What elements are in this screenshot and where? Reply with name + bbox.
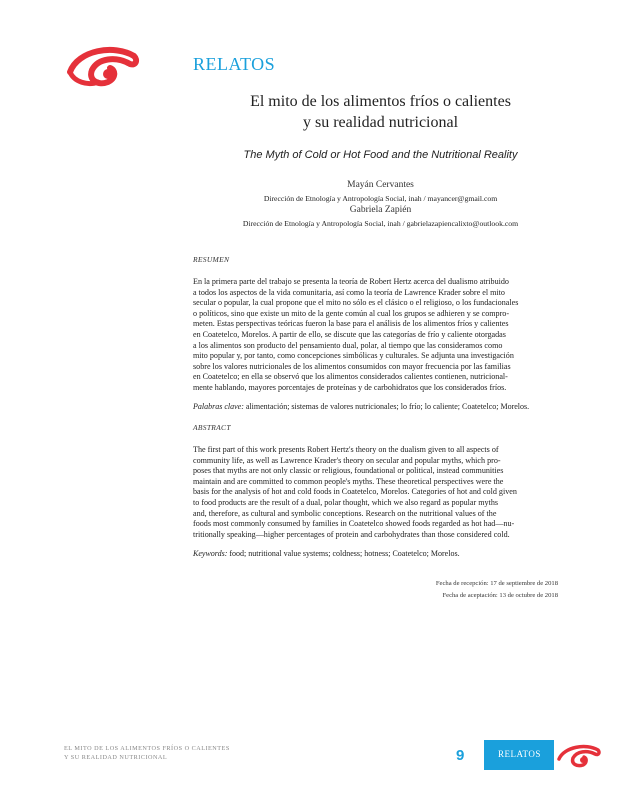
text-line: sobre los valores nutricionales de los alimentos consumidos con mayor frecuencia por las familias [193, 361, 511, 371]
text-line: meten. Estas perspectivas teóricas fueron la base para el análisis de los alimentos fríos y calientes [193, 319, 509, 329]
footer-section-label: RELATOS [498, 749, 541, 759]
footer-section-band [484, 740, 554, 770]
article-title-line-2: y su realidad nutricional [302, 114, 459, 131]
author-name-2: Gabriela Zapién [349, 205, 412, 215]
abstract-heading: ABSTRACT [193, 423, 231, 432]
running-title [64, 744, 230, 762]
received-date: Fecha de recepción: 17 de septiembre de 2018 [435, 580, 558, 587]
palabras-clave-label: Palabras clave: [193, 402, 244, 411]
running-title-line-1: EL MITO DE LOS ALIMENTOS FRÍOS O CALIENTES [64, 745, 230, 752]
text-line: and, therefore, as cultural and symbolic conceptions. Research on the nutritional values of the [193, 508, 497, 518]
text-line: En la primera parte del trabajo se presenta la teoría de Robert Hertz acerca del dualismo atribuido [193, 277, 509, 286]
text-line: mito popular y, por tanto, como concepciones simbólicas y culturales. Se adjunta una investigación [193, 351, 514, 361]
spiral-logo-icon [64, 42, 140, 88]
text-line: maintain and are committed to common people's myths. These theoretical perspectives were the [193, 476, 504, 486]
resumen-paragraph [193, 277, 558, 394]
spiral-logo-icon [556, 742, 602, 768]
text-line: basis for the analysis of hot and cold foods in Coatetelco, Morelos. Categories of hot and cold given [193, 487, 517, 497]
text-line: community life, as well as Lawrence Krader's theory on secular and popular myths, which pro- [193, 455, 501, 465]
text-line: foods most commonly consumed by families in Coatetelco showed foods regarded as hot had—nu- [193, 519, 515, 529]
text-line: mente hablando, mayores porcentajes de proteínas y de carbohidratos que los considerados fríos. [193, 382, 507, 392]
text-line: en Coatetelco, Morelos. A partir de ello, se discute que las categorías de frío y caliente otorgadas [193, 329, 506, 339]
accepted-date: Fecha de aceptación: 13 de octubre de 2018 [442, 592, 558, 599]
article-title-line-1: El mito de los alimentos fríos o calientes [250, 93, 511, 110]
author-name-1: Mayán Cervantes [347, 180, 414, 190]
text-line: poses that myths are not only classic or religious, foundational or political, instead communities [193, 466, 504, 476]
text-line: o políticos, sino que existe un mito de la gente común al cual los grupos se adhieren y se compro- [193, 308, 510, 318]
abstract-paragraph [193, 445, 558, 540]
text-line: tritionally speaking—higher percentages of protein and carbohydrates than those considered cold. [193, 529, 510, 539]
author-affiliation-1: Dirección de Etnología y Antropología Social, inah / mayancer@gmail.com [263, 194, 498, 203]
text-line: to food products are the result of a dual, polar thought, which we also regard as popular myths [193, 497, 499, 507]
page-number: 9 [456, 747, 465, 764]
article-title [193, 91, 568, 133]
section-title: RELATOS [193, 54, 276, 74]
palabras-clave-text: alimentación; sistemas de valores nutricionales; lo frío; lo caliente; Coatetelco; Morelos. [243, 402, 530, 411]
english-title: The Myth of Cold or Hot Food and the Nutritional Reality [243, 149, 518, 161]
text-line: secular o popular, la cual propone que el mito no sólo es el clásico o el religioso, o los fundacionales [193, 298, 519, 308]
keywords-text: food; nutritional value systems; coldness; hotness; Coatetelco; Morelos. [227, 549, 460, 558]
text-line: a los alimentos son producto del pensamiento dual, polar, al tiempo que las consideramos como [193, 340, 503, 350]
keywords-label: Keywords: [193, 549, 228, 558]
resumen-heading: RESUMEN [193, 255, 230, 264]
text-line: en Coatetelco; en ella se observó que los alimentos considerados calientes contienen, nutricional- [193, 372, 508, 382]
author-affiliation-2: Dirección de Etnología y Antropología Social, inah / gabrielazapiencalixto@outlook.com [242, 219, 519, 228]
palabras-clave [193, 402, 529, 411]
keywords [193, 549, 460, 558]
running-title-line-2: Y SU REALIDAD NUTRICIONAL [64, 754, 168, 761]
text-line: a todos los aspectos de la vida comunitaria, así como la teoría de Lawrence Krader sobre el mito [193, 287, 505, 297]
text-line: The first part of this work presents Robert Hertz's theory on the dualism given to all aspects of [193, 445, 499, 454]
